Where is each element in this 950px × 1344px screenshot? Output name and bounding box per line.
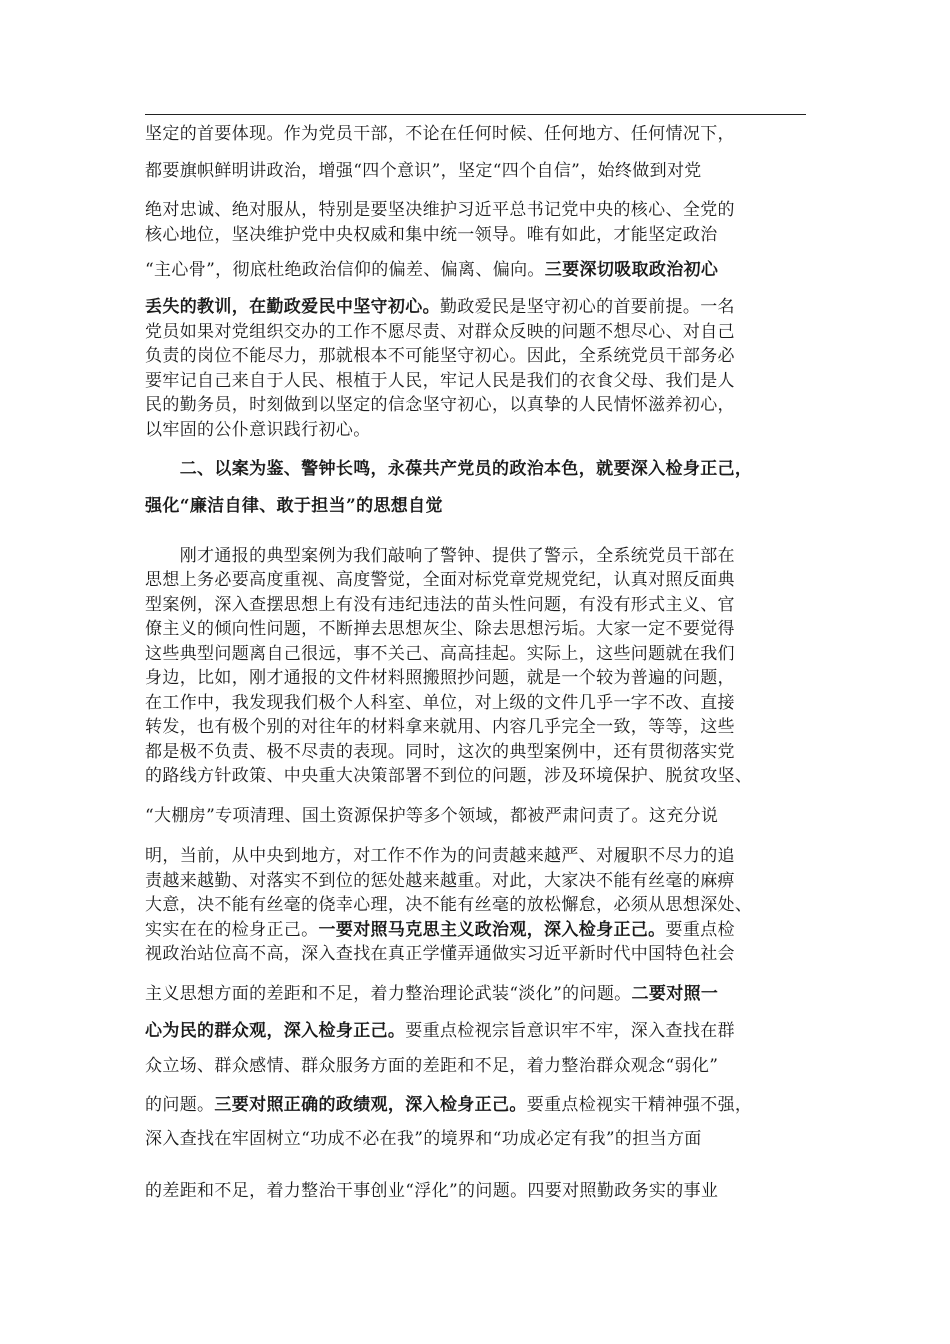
paragraph-line <box>145 1020 806 1042</box>
text-segment: 责越来越勤、对落实不到位的惩处越来越重。对此，大家决不能有丝毫的麻痹 <box>145 871 735 891</box>
text-segment: 党员如果对党组织交办的工作不愿尽责、对群众反映的问题不想尽心、对自己 <box>145 322 735 342</box>
paragraph-line <box>145 345 806 367</box>
paragraph-line <box>145 1094 806 1116</box>
bold-text: 三要对照正确的政绩观，深入检身正己。 <box>214 1095 527 1115</box>
bold-text: 强化“廉洁自律、敢于担当”的思想自觉 <box>145 496 443 516</box>
text-segment: 勤政爱民是坚守初心的首要前提。一名 <box>439 297 735 317</box>
paragraph-line <box>145 618 806 640</box>
paragraph-line <box>145 545 806 567</box>
text-segment: 要牢记自己来自于人民、根植于人民，牢记人民是我们的衣食父母、我们是人 <box>145 371 735 391</box>
paragraph-line <box>145 394 806 416</box>
bold-text: 二、以案为鉴、警钟长鸣，永葆共产党员的政治本色，就要深入检身正己， <box>145 459 753 479</box>
text-segment: 负责的岗位不能尽力，那就根本不可能坚守初心。因此，全系统党员干部务必 <box>145 346 735 366</box>
text-segment: 民的勤务员，时刻做到以坚定的信念坚守初心，以真挚的人民情怀滋养初心， <box>145 395 735 415</box>
paragraph-line <box>145 870 806 892</box>
paragraph-line <box>145 765 806 787</box>
text-segment: 绝对忠诚、绝对服从，特别是要坚决维护习近平总书记党中央的核心、全党的 <box>145 200 735 220</box>
paragraph-line <box>145 667 806 689</box>
paragraph-line <box>145 983 806 1005</box>
text-segment: 要重点检视宗旨意识牢不牢，深入查找在群 <box>405 1021 735 1041</box>
text-segment: 在工作中，我发现我们极个人科室、单位，对上级的文件几乎一字不改、直接 <box>145 693 735 713</box>
paragraph-line <box>145 845 806 867</box>
paragraph-line <box>145 1180 806 1202</box>
text-segment: 大意，决不能有丝毫的侥幸心理，决不能有丝毫的放松懈怠，必须从思想深处、 <box>145 895 753 915</box>
text-segment: 深入查找在牢固树立“功成不必在我”的境界和“功成必定有我”的担当方面 <box>145 1129 702 1149</box>
text-segment: 僚主义的倾向性问题，不断掸去思想灰尘、除去思想污垢。大家一定不要觉得 <box>145 619 735 639</box>
text-segment: 这些典型问题离自己很远，事不关己、高高挂起。实际上，这些问题就在我们 <box>145 644 735 664</box>
text-segment: 核心地位，坚决维护党中央权威和集中统一领导。唯有如此，才能坚定政治 <box>145 225 718 245</box>
text-segment: 型案例，深入查摆思想上有没有违纪违法的苗头性问题，有没有形式主义、官 <box>145 595 735 615</box>
paragraph-line <box>145 259 806 281</box>
paragraph-line <box>145 594 806 616</box>
paragraph-line <box>145 224 806 246</box>
paragraph-line <box>145 894 806 916</box>
paragraph-line <box>145 643 806 665</box>
text-segment: 要重点检视实干精神强不强， <box>526 1095 753 1115</box>
header-rule <box>145 114 806 115</box>
paragraph-line <box>145 199 806 221</box>
text-segment: 以牢固的公仆意识践行初心。 <box>145 420 371 440</box>
bold-text: 二要对照一 <box>631 984 719 1004</box>
text-segment: “主心骨”，彻底杜绝政治信仰的偏差、偏离、偏向。 <box>145 260 545 280</box>
text-segment: 的问题。 <box>145 1095 215 1115</box>
text-segment: 视政治站位高不高，深入查找在真正学懂弄通做实习近平新时代中国特色社会 <box>145 944 735 964</box>
text-segment: “大棚房”专项清理、国土资源保护等多个领域，都被严肃问责了。这充分说 <box>145 806 719 826</box>
paragraph-line <box>145 160 806 182</box>
text-segment: 都是极不负责、极不尽责的表现。同时，这次的典型案例中，还有贯彻落实党 <box>145 742 735 762</box>
text-segment: 坚定的首要体现。作为党员干部，不论在任何时候、任何地方、任何情况下， <box>145 124 735 144</box>
text-segment: 刚才通报的典型案例为我们敲响了警钟、提供了警示，全系统党员干部在 <box>145 546 735 566</box>
text-segment: 的路线方针政策、中央重大决策部署不到位的问题，涉及环境保护、脱贫攻坚、 <box>145 766 753 786</box>
text-segment: 众立场、群众感情、群众服务方面的差距和不足，着力整治群众观念“弱化” <box>145 1056 719 1076</box>
bold-text: 三要深切吸取政治初心 <box>544 260 719 280</box>
paragraph-line <box>145 569 806 591</box>
bold-text: 丢失的教训，在勤政爱民中坚守初心。 <box>145 297 440 317</box>
text-segment: 身边，比如，刚才通报的文件材料照搬照抄问题，就是一个较为普遍的问题， <box>145 668 735 688</box>
bold-text: 一要对照马克思主义政治观，深入检身正己。 <box>318 920 666 940</box>
paragraph-line <box>145 741 806 763</box>
text-segment: 的差距和不足，着力整治干事创业“浮化”的问题。四要对照勤政务实的事业 <box>145 1181 719 1201</box>
paragraph-line <box>145 370 806 392</box>
text-segment: 主义思想方面的差距和不足，着力整治理论武装“淡化”的问题。 <box>145 984 632 1004</box>
paragraph-line <box>145 123 806 145</box>
section-heading-line <box>145 458 806 480</box>
paragraph-line <box>145 919 806 941</box>
text-segment: 明，当前，从中央到地方，对工作不作为的问责越来越严、对履职不尽力的追 <box>145 846 735 866</box>
paragraph-line <box>145 692 806 714</box>
paragraph-line <box>145 321 806 343</box>
text-segment: 实实在在的检身正己。 <box>145 920 319 940</box>
text-segment: 思想上务必要高度重视、高度警觉，全面对标党章党规党纪，认真对照反面典 <box>145 570 735 590</box>
bold-text: 心为民的群众观，深入检身正己。 <box>145 1021 406 1041</box>
section-heading-line <box>145 495 806 517</box>
paragraph-line <box>145 419 806 441</box>
text-segment: 要重点检 <box>665 920 735 940</box>
paragraph-line <box>145 805 806 827</box>
paragraph-line <box>145 296 806 318</box>
paragraph-line <box>145 716 806 738</box>
paragraph-line <box>145 943 806 965</box>
text-segment: 都要旗帜鲜明讲政治，增强“四个意识”，坚定“四个自信”，始终做到对党 <box>145 161 702 181</box>
paragraph-line <box>145 1055 806 1077</box>
text-segment: 转发，也有极个别的对往年的材料拿来就用、内容几乎完全一致，等等，这些 <box>145 717 735 737</box>
paragraph-line <box>145 1128 806 1150</box>
